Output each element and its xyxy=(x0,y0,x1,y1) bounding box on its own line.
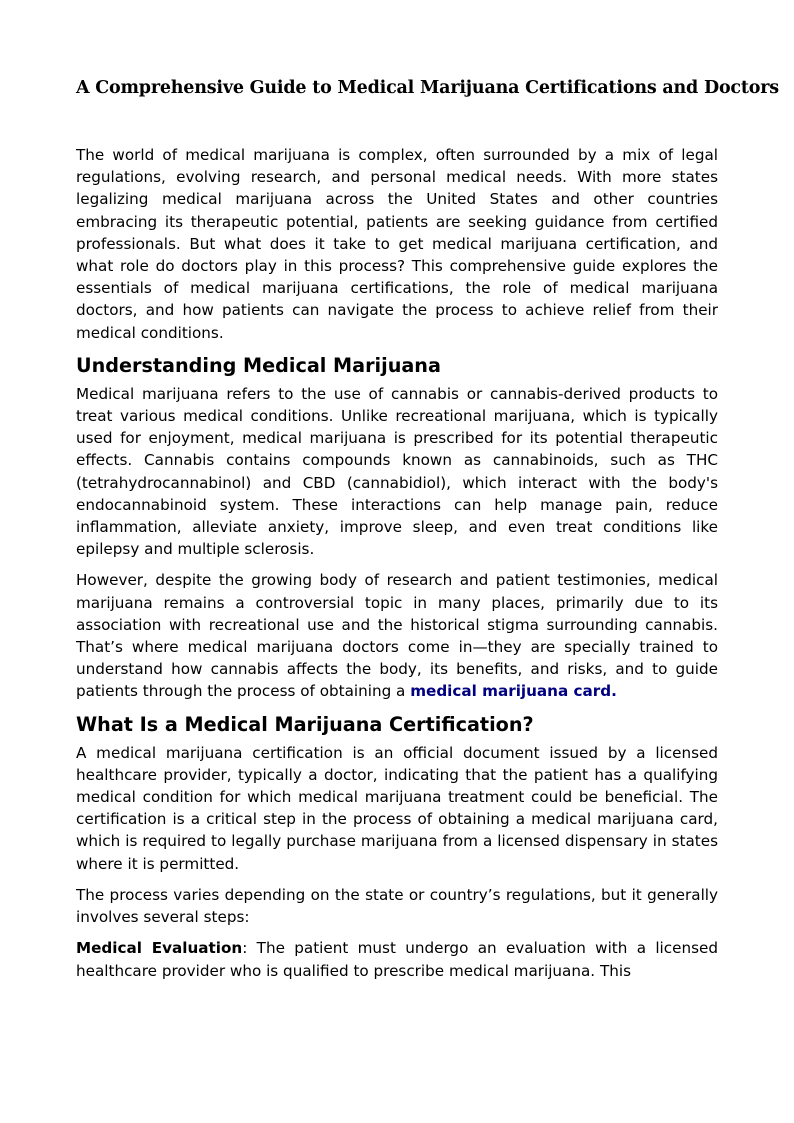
certification-paragraph-1: A medical marijuana certification is an official document issued by a licensed healthcare provider, typically a doctor, indicating that the patient has a qualifying medical condition for which medical marijuana treatment could be beneficial. The certification is a critical step in the process of obtaining a medical marijuana card, which is required to legally purchase marijuana from a licensed dispensary in states where it is permitted. xyxy=(76,743,718,873)
medical-evaluation-term: Medical Evaluation xyxy=(76,939,243,958)
section-heading-understanding: Understanding Medical Marijuana xyxy=(76,353,441,377)
section-heading-certification: What Is a Medical Marijuana Certification? xyxy=(76,712,534,736)
understanding-paragraph-1: Medical marijuana refers to the use of cannabis or cannabis-derived products to treat various medical conditions. Unlike recreational marijuana, which is typically used for enjoyment, medical marijuana is prescribed for its potential therapeutic effects. Cannabis contains compounds known as cannabinoids, such as THC (tetrahydrocannabinol) and CBD (cannabidiol), which interact with the body's endocannabinoid system. These interactions can help manage pain, reduce inflammation, alleviate anxiety, improve sleep, and even treat conditions like epilepsy and multiple sclerosis. xyxy=(76,384,718,559)
intro-paragraph: The world of medical marijuana is complex, often surrounded by a mix of legal regulations, evolving research, and personal medical needs. With more states legalizing medical marijuana across the United States and other countries embracing its therapeutic potential, patients are seeking guidance from certified professionals. But what does it take to get medical marijuana certification, and what role do doctors play in this process? This comprehensive guide explores the essentials of medical marijuana certifications, the role of medical marijuana doctors, and how patients can navigate the process to achieve relief from their medical conditions. xyxy=(76,146,718,342)
document-title: A Comprehensive Guide to Medical Marijuana Certifications and Doctors xyxy=(76,78,779,98)
understanding-paragraph-2-text: However, despite the growing body of research and patient testimonies, medical marijuana remains a controversial topic in many places, primarily due to its association with recreational use and the historical stigma surrounding cannabis. That’s where medical marijuana doctors come in—they are specially trained to understand how cannabis affects the body, its benefits, and risks, and to guide patients through the process of obtaining a xyxy=(76,571,718,701)
medical-evaluation-text: : The patient must undergo an evaluation with a licensed healthcare provider who is qualified to prescribe medical marijuana. This xyxy=(76,939,718,980)
document-body xyxy=(76,144,718,991)
medical-marijuana-card-link[interactable]: medical marijuana card. xyxy=(410,682,617,701)
medical-evaluation-paragraph xyxy=(76,937,718,981)
understanding-paragraph-2 xyxy=(76,569,718,702)
certification-paragraph-2: The process varies depending on the state or country’s regulations, but it generally involves several steps: xyxy=(76,885,718,927)
